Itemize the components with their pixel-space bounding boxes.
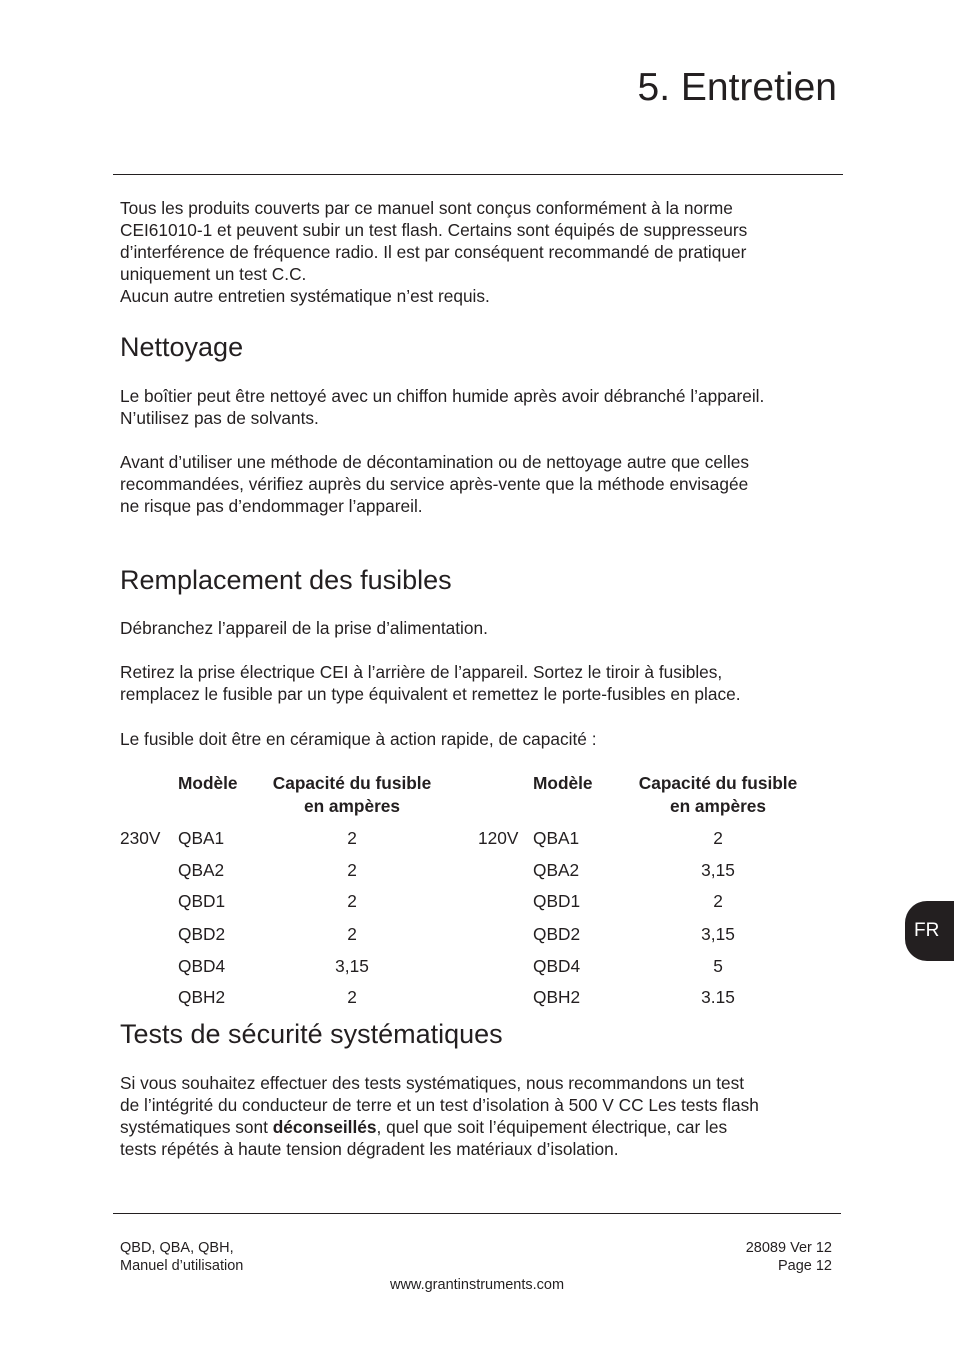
header-model: Modèle	[178, 773, 238, 793]
capacity-cell: 2	[347, 891, 357, 911]
header-capacity	[618, 772, 818, 818]
capacity-cell: 2	[713, 891, 723, 911]
intro-line: d’interférence de fréquence radio. Il est par conséquent recommandé de pratiquer	[120, 242, 747, 262]
safety-line	[120, 1116, 842, 1138]
safety-line: de l’intégrité du conducteur de terre et un test d’isolation à 500 V CC Les tests flash	[120, 1095, 759, 1115]
language-tab: FR	[905, 901, 954, 961]
voltage-label: 120V	[478, 828, 519, 848]
model-cell: QBH2	[533, 987, 581, 1007]
capacity-cell: 2	[347, 924, 357, 944]
intro-paragraph	[120, 197, 842, 307]
capacity-cell: 3,15	[701, 860, 735, 880]
model-cell: QBD1	[533, 891, 581, 911]
intro-line: CEI61010-1 et peuvent subir un test flash. Certains sont équipés de suppresseurs	[120, 220, 748, 240]
capacity-cell: 3,15	[335, 956, 369, 976]
capacity-cell: 2	[347, 987, 357, 1007]
footer-version	[600, 1239, 832, 1275]
model-cell: QBD4	[533, 956, 581, 976]
page-number: Page 12	[777, 1258, 832, 1274]
model-cell: QBH2	[178, 987, 226, 1007]
capacity-cell: 3,15	[701, 924, 735, 944]
model-cell: QBD2	[178, 924, 226, 944]
model-cell: QBA2	[178, 860, 225, 880]
safety-text: , quel que soit l’équipement électrique, car les	[376, 1117, 728, 1137]
cleaning-line: recommandées, vérifiez auprès du service après-vente que la méthode envisagée	[120, 474, 749, 494]
header-capacity	[252, 772, 452, 818]
footer-product	[120, 1239, 243, 1275]
model-cell: QBD1	[178, 891, 226, 911]
fuses-heading: Remplacement des fusibles	[120, 565, 452, 595]
header-capacity-line: en ampères	[669, 796, 767, 816]
footer-divider	[113, 1213, 841, 1214]
capacity-cell: 5	[713, 956, 723, 976]
fuses-paragraph-2	[120, 661, 842, 705]
model-cell: QBA1	[533, 828, 580, 848]
safety-line: Si vous souhaitez effectuer des tests systématiques, nous recommandons un test	[120, 1073, 745, 1093]
cleaning-paragraph-1	[120, 385, 842, 429]
cleaning-line: Avant d’utiliser une méthode de décontamination ou de nettoyage autre que celles	[120, 452, 749, 472]
intro-line: uniquement un test C.C.	[120, 264, 307, 284]
header-capacity-line: en ampères	[303, 796, 401, 816]
cleaning-line: N’utilisez pas de solvants.	[120, 408, 319, 428]
safety-line: tests répétés à haute tension dégradent les matériaux d’isolation.	[120, 1139, 619, 1159]
capacity-cell: 2	[713, 828, 723, 848]
model-cell: QBD4	[178, 956, 226, 976]
intro-line: Aucun autre entretien systématique n’est requis.	[120, 286, 490, 306]
capacity-cell: 2	[347, 828, 357, 848]
page-title: 5. Entretien	[637, 66, 837, 109]
footer-line: QBD, QBA, QBH,	[120, 1240, 234, 1256]
fuses-paragraph-3: Le fusible doit être en céramique à action rapide, de capacité :	[120, 729, 597, 749]
cleaning-paragraph-2	[120, 451, 842, 517]
cleaning-heading: Nettoyage	[120, 332, 244, 362]
fuses-line: Retirez la prise électrique CEI à l’arrière de l’appareil. Sortez le tiroir à fusibles,	[120, 662, 723, 682]
model-cell: QBD2	[533, 924, 581, 944]
footer-line: 28089 Ver 12	[745, 1240, 832, 1256]
safety-paragraph	[120, 1072, 842, 1160]
footer-line: Manuel d’utilisation	[120, 1258, 244, 1274]
footer-url: www.grantinstruments.com	[389, 1277, 565, 1293]
header-divider	[113, 174, 843, 175]
safety-text: systématiques sont	[120, 1117, 273, 1137]
safety-heading: Tests de sécurité systématiques	[120, 1019, 503, 1049]
model-cell: QBA1	[178, 828, 225, 848]
voltage-label: 230V	[120, 828, 161, 848]
fuses-paragraph-1: Débranchez l’appareil de la prise d’alimentation.	[120, 618, 488, 638]
header-capacity-line: Capacité du fusible	[638, 773, 798, 793]
safety-emphasis: déconseillés	[272, 1117, 377, 1137]
capacity-cell: 2	[347, 860, 357, 880]
fuses-line: remplacez le fusible par un type équivalent et remettez le porte-fusibles en place.	[120, 684, 741, 704]
intro-line: Tous les produits couverts par ce manuel sont conçus conformément à la norme	[120, 198, 733, 218]
header-capacity-line: Capacité du fusible	[272, 773, 432, 793]
cleaning-line: Le boîtier peut être nettoyé avec un chiffon humide après avoir débranché l’appareil.	[120, 386, 765, 406]
model-cell: QBA2	[533, 860, 580, 880]
capacity-cell: 3.15	[701, 987, 735, 1007]
header-model: Modèle	[533, 773, 593, 793]
cleaning-line: ne risque pas d’endommager l’appareil.	[120, 496, 423, 516]
